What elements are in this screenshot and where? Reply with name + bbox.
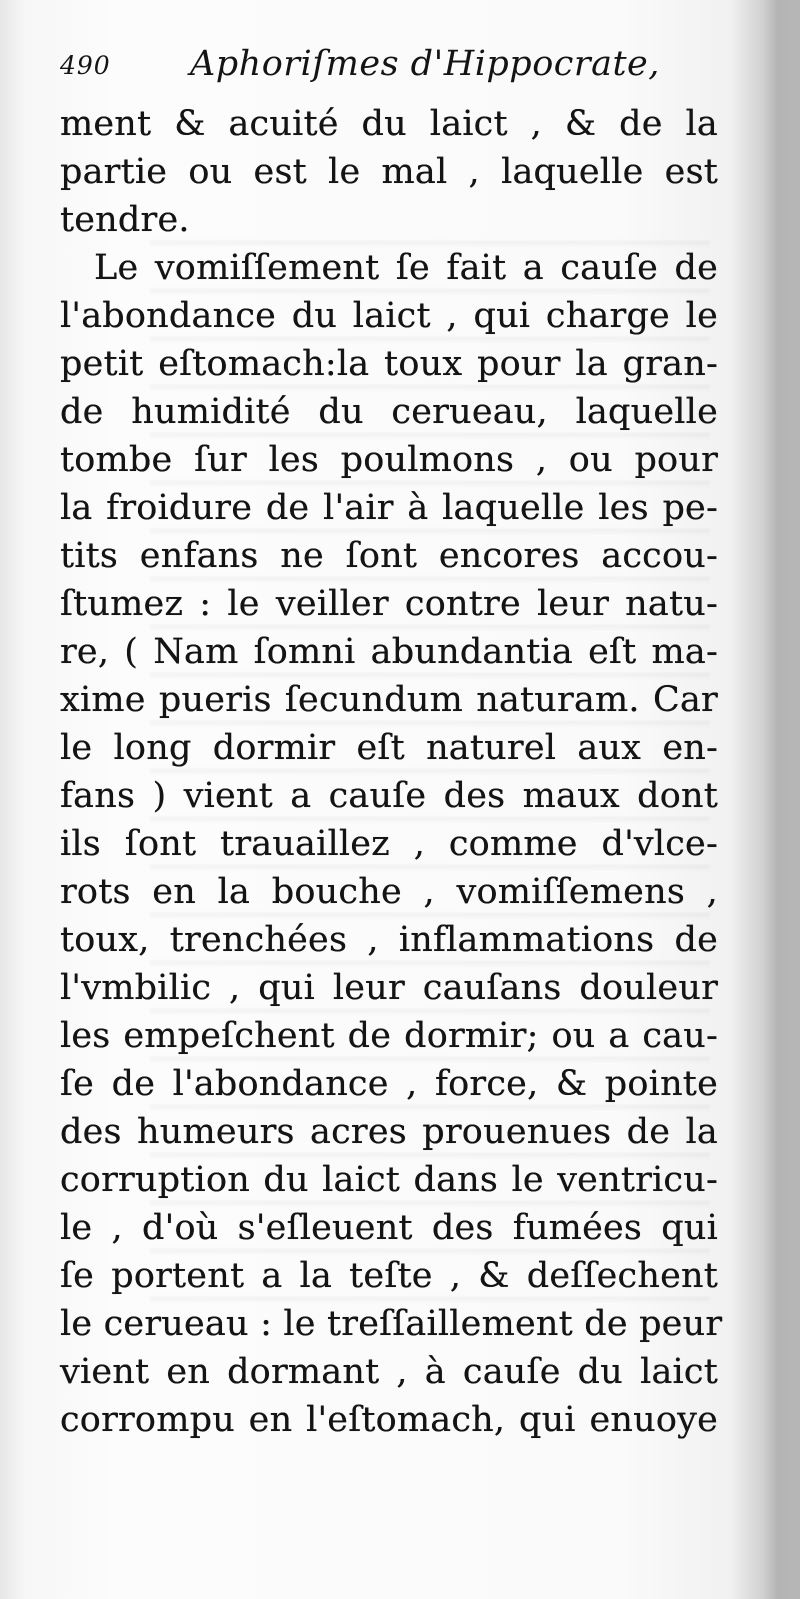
text-line: ſe portent a la teſte , & deſſechent (60, 1256, 718, 1296)
text-line: fans ) vient a cauſe des maux dont (60, 776, 718, 816)
running-title: Aphoriſmes d'Hippocrate, (190, 44, 660, 84)
text-line: xime pueris ſecundum naturam. Car (60, 680, 718, 720)
text-line: ils ſont trauaillez , comme d'vlce- (60, 824, 718, 864)
text-line: ment & acuité du laict , & de la (60, 104, 718, 144)
text-line: corrompu en l'eſtomach, qui enuoye (60, 1400, 718, 1440)
page-edge-shadow (764, 0, 800, 1599)
text-line: re, ( Nam ſomni abundantia eſt ma- (60, 632, 718, 672)
text-line: des humeurs acres prouenues de la (60, 1112, 718, 1152)
page-header (60, 44, 710, 100)
text-line: les empeſchent de dormir; ou a cau- (60, 1016, 718, 1056)
text-line: l'abondance du laict , qui charge le (60, 296, 718, 336)
text-line: ſe de l'abondance , force, & pointe (60, 1064, 718, 1104)
text-line: toux, trenchées , inflammations de (60, 920, 718, 960)
body-text (60, 100, 723, 1450)
text-line: de humidité du cerueau, laquelle (60, 392, 718, 432)
text-line: corruption du laict dans le ventricu- (60, 1160, 718, 1200)
text-line: l'vmbilic , qui leur cauſans douleur (60, 968, 718, 1008)
text-line: partie ou est le mal , laquelle est (60, 152, 718, 192)
text-line: tombe ſur les poulmons , ou pour (60, 440, 718, 480)
text-line: la froidure de l'air à laquelle les pe- (60, 488, 718, 528)
text-line: rots en la bouche , vomiſſemens , (60, 872, 718, 912)
text-line: tendre. (60, 200, 190, 240)
page-number: 490 (60, 51, 111, 80)
text-line: petit eſtomach:la toux pour la gran- (60, 344, 718, 384)
text-line: vient en dormant , à cauſe du laict (60, 1352, 718, 1392)
text-line: le long dormir eſt naturel aux en- (60, 728, 718, 768)
text-line: le , d'où s'eſleuent des fumées qui (60, 1208, 718, 1248)
text-line: tits enfans ne ſont encores accou- (60, 536, 718, 576)
text-line: le cerueau : le treſſaillement de peur (60, 1304, 723, 1344)
paragraph-start-line: Le vomiſſement ſe fait a cauſe de (94, 248, 718, 288)
text-line: ſtumez : le veiller contre leur natu- (60, 584, 718, 624)
